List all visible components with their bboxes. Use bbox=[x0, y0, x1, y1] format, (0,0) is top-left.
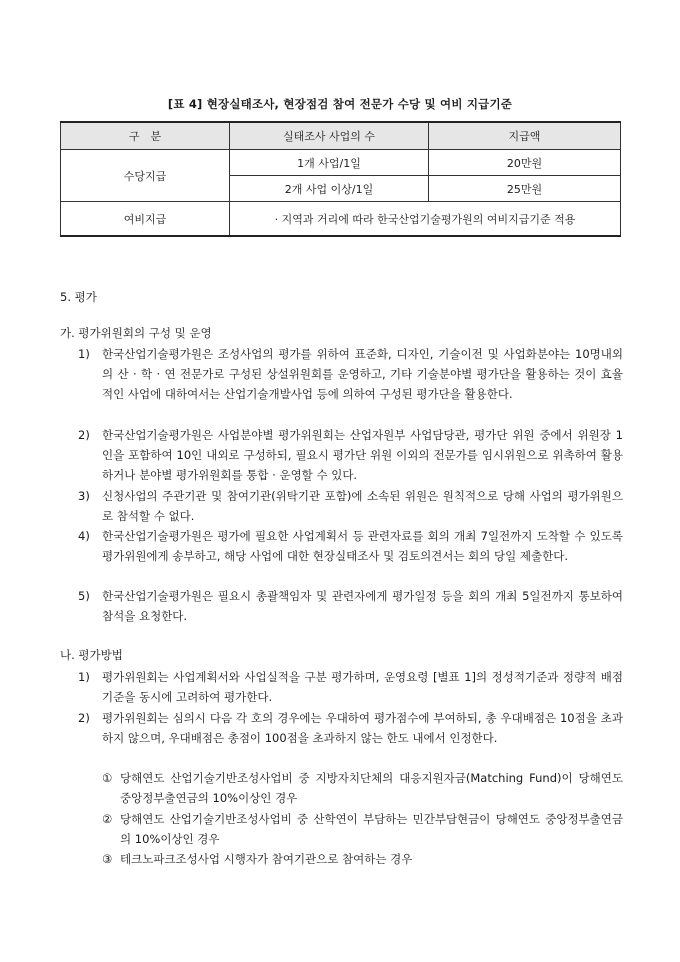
sub-item-text: 당해연도 산업기술기반조성사업비 중 지방자치단체의 대응지원자금(Matching Fund)이 당해연도 중앙정부출연금의 10%이상인 경우 bbox=[120, 771, 623, 806]
list-item bbox=[78, 526, 623, 566]
sub-item-number: ② bbox=[102, 812, 113, 826]
list-item bbox=[78, 667, 623, 707]
amount-cell: 25만원 bbox=[429, 176, 621, 202]
travel-text: · 지역과 거리에 따라 한국산업기술평가원의 여비지급기준 적용 bbox=[230, 202, 621, 237]
item-text: 한국산업기술평가원은 평가에 필요한 사업계획서 등 관련자료를 회의 개최 7일전까지 도착할 수 있도록 평가위원에게 송부하고, 해당 사업에 대한 현장실태조사 및 검토의견서는 회의 당일 제출한다. bbox=[102, 529, 623, 564]
sub-list-item bbox=[102, 768, 623, 808]
table-row bbox=[61, 150, 621, 176]
item-text: 평가위원회는 심의시 다음 각 호의 경우에는 우대하여 평가점수에 부여하되, 총 우대배점은 10점을 초과하지 않으며, 우대배점은 총점이 100점을 초과하지 않는 한도 내에서 인정한다. bbox=[102, 711, 623, 746]
item-text: 평가위원회는 사업계획서와 사업실적을 구분 평가하며, 운영요령 [별표 1]의 정성적기준과 정량적 배점기준을 동시에 고려하여 평가한다. bbox=[102, 670, 623, 705]
section-na-heading: 나. 평가방법 bbox=[60, 648, 123, 662]
item-text: 한국산업기술평가원은 사업분야별 평가위원회는 산업자원부 사업담당관, 평가단 위원 중에서 위원장 1인을 포함하여 10인 내외로 구성하되, 필요시 평가단 위원 이외의 전문가를 임시위원으로 위촉하여 활용하거나 분야별 평가위원회를 통합 · 운영할 수 있다. bbox=[102, 428, 623, 483]
sub-item-text: 당해연도 산업기술기반조성사업비 중 산학연이 부담하는 민간부담현금이 당해연도 중앙정부출연금의 10%이상인 경우 bbox=[120, 812, 623, 847]
header-scope: 실태조사 사업의 수 bbox=[230, 122, 429, 150]
item-number: 4) bbox=[78, 529, 90, 543]
item-text: 한국산업기술평가원은 조성사업의 평가를 위하여 표준화, 디자인, 기술이전 및 사업화분야는 10명내외의 산 · 학 · 연 전문가로 구성된 상설위원회를 운영하고, 기타 기술분야별 평가단을 활용하는 것이 효율적인 사업에 대하여서는 산업기술개발사업 등에 의하여 구성된 평가단을 활용한다. bbox=[102, 347, 623, 402]
amount-cell: 20만원 bbox=[429, 150, 621, 176]
list-item bbox=[78, 486, 623, 526]
list-item bbox=[78, 708, 623, 748]
sub-item-number: ③ bbox=[102, 852, 113, 866]
sub-list-item bbox=[102, 809, 623, 849]
item-number: 3) bbox=[78, 489, 90, 503]
item-text: 신청사업의 주관기관 및 참여기관(위탁기관 포함)에 소속된 위원은 원칙적으로 당해 사업의 평가위원으로 참석할 수 없다. bbox=[102, 489, 623, 524]
header-category: 구 분 bbox=[61, 122, 230, 150]
item-number: 2) bbox=[78, 428, 90, 442]
scope-cell: 2개 사업 이상/1일 bbox=[230, 176, 429, 202]
allowance-table bbox=[60, 121, 621, 237]
list-item bbox=[78, 344, 623, 405]
table-row bbox=[61, 202, 621, 237]
item-text: 한국산업기술평가원은 필요시 총괄책임자 및 관련자에게 평가일정 등을 회의 개최 5일전까지 통보하여 참석을 요청한다. bbox=[102, 589, 623, 624]
header-amount: 지급액 bbox=[429, 122, 621, 150]
section-5-heading: 5. 평가 bbox=[60, 290, 97, 304]
sub-item-number: ① bbox=[102, 771, 113, 785]
sub-list-item bbox=[102, 849, 623, 869]
item-number: 5) bbox=[78, 589, 90, 603]
list-item bbox=[78, 586, 623, 626]
item-number: 1) bbox=[78, 670, 90, 684]
section-ga-heading: 가. 평가위원회의 구성 및 운영 bbox=[60, 326, 212, 340]
item-number: 1) bbox=[78, 347, 90, 361]
item-number: 2) bbox=[78, 711, 90, 725]
travel-label: 여비지급 bbox=[61, 202, 230, 237]
sub-item-text: 테크노파크조성사업 시행자가 참여기관으로 참여하는 경우 bbox=[120, 852, 413, 866]
scope-cell: 1개 사업/1일 bbox=[230, 150, 429, 176]
table-title: [표 4] 현장실태조사, 현장점검 참여 전문가 수당 및 여비 지급기준 bbox=[167, 97, 513, 111]
table-header-row bbox=[61, 122, 621, 150]
list-item bbox=[78, 425, 623, 486]
allowance-label: 수당지급 bbox=[61, 150, 230, 202]
